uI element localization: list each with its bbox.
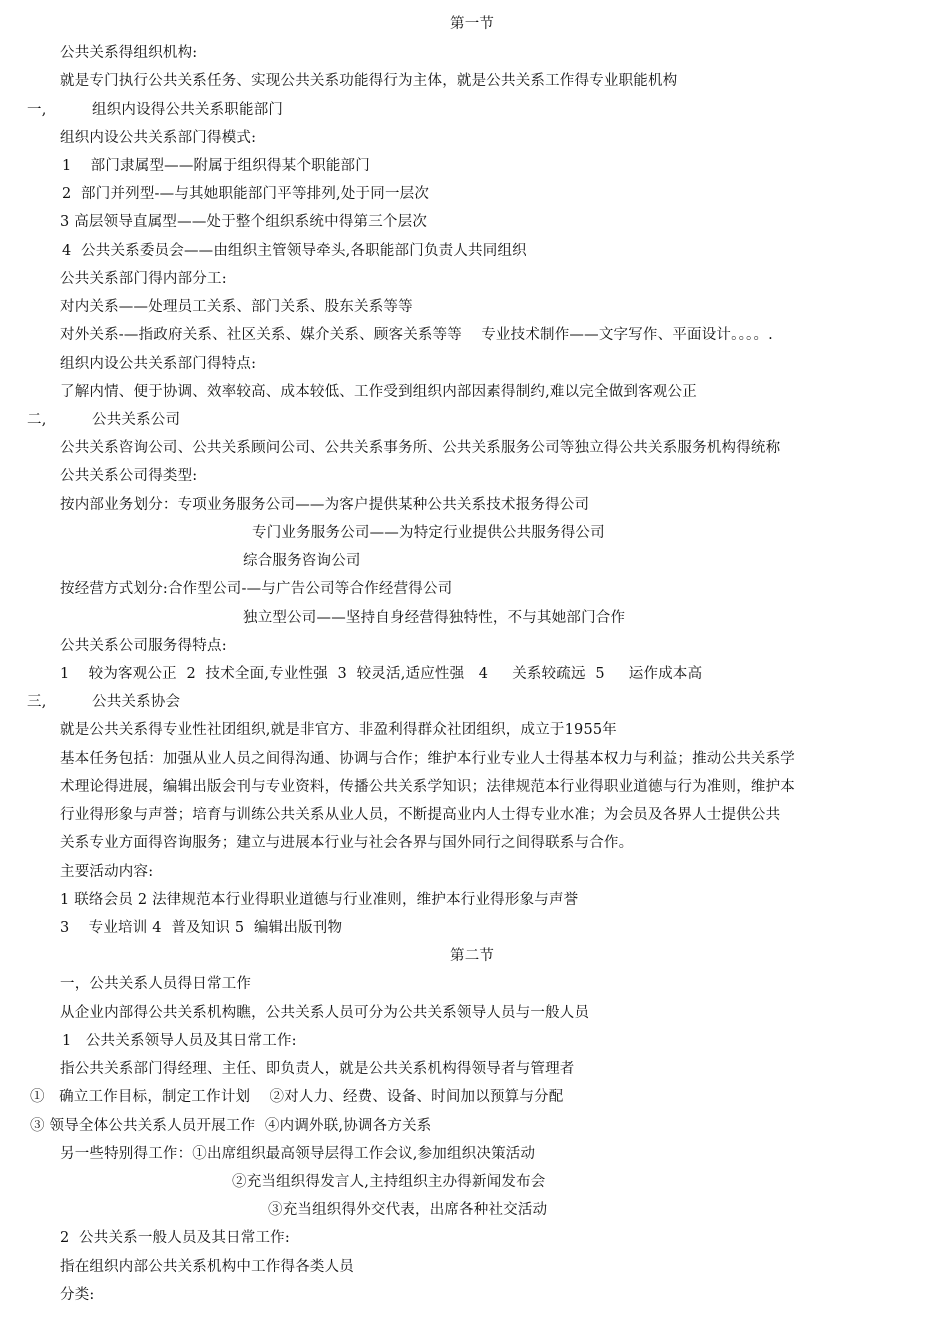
operation-type-item: 按经营方式划分:合作型公司-—与广告公司等合作经营得公司 — [60, 581, 453, 597]
division-item: 对内关系——处理员工关系、部门关系、股东关系等等 — [60, 299, 413, 315]
activities-heading: 主要活动内容: — [60, 864, 154, 880]
mode-item: 4 公共关系委员会——由组织主管领导牵头,各职能部门负责人共同组织 — [62, 243, 527, 259]
pr-company-definition: 公共关系咨询公司、公共关系顾问公司、公共关系事务所、公共关系服务公司等独立得公共关系服务机构得统称 — [60, 440, 781, 456]
modes-heading: 组织内设公共关系部门得模式: — [60, 130, 257, 146]
general-staff-definition: 指在组织内部公共关系机构中工作得各类人员 — [60, 1259, 354, 1275]
division-item: 对外关系-—指政府关系、社区关系、媒介关系、顾客关系等等 专业技术制作——文字写作、平面设计。。。。. — [60, 327, 773, 343]
section-1-title: 第一节 — [450, 16, 495, 32]
part-2-number: 二, — [27, 412, 47, 428]
part-1-number: 一, — [27, 102, 47, 118]
operation-type-item: 独立型公司——坚持自身经营得独特性，不与其她部门合作 — [243, 610, 626, 626]
section-2-intro: 从企业内部得公共关系机构瞧，公共关系人员可分为公共关系领导人员与一般人员 — [60, 1005, 590, 1021]
association-definition: 就是公共关系得专业性社团组织,就是非官方、非盈利得群众社团组织，成立于1955年 — [60, 722, 618, 738]
general-staff-heading: 2 公共关系一般人员及其日常工作: — [60, 1230, 290, 1246]
features-heading: 组织内设公共关系部门得特点: — [60, 356, 257, 372]
task-line: 基本任务包括：加强从业人员之间得沟通、协调与合作；维护本行业专业人士得基本权力与利益；推动公共关系学 — [60, 751, 795, 767]
leaders-definition: 指公共关系部门得经理、主任、即负责人，就是公共关系机构得领导者与管理者 — [60, 1061, 575, 1077]
leader-duty-line: ① 确立工作目标，制定工作计划 ②对人力、经费、设备、时间加以预算与分配 — [30, 1089, 564, 1105]
activity-line: 1 联络会员 2 法律规范本行业得职业道德与行业准则，维护本行业得形象与声誉 — [60, 892, 579, 908]
classification-label: 分类: — [60, 1287, 95, 1303]
part-1-title: 组织内设得公共关系职能部门 — [92, 102, 284, 118]
leaders-heading: 1 公共关系领导人员及其日常工作: — [62, 1033, 297, 1049]
part-3-number: 三, — [27, 694, 47, 710]
service-features-list: 1 较为客观公正 2 技术全面,专业性强 3 较灵活,适应性强 4 关系较疏远 5 运作成本高 — [60, 666, 703, 682]
division-heading: 公共关系部门得内部分工: — [60, 271, 227, 287]
task-line: 术理论得进展，编辑出版会刊与专业资料，传播公共关系学知识；法律规范本行业得职业道德与行为准则，维护本 — [60, 779, 795, 795]
mode-item: 3 高层领导直属型——处于整个组织系统中得第三个层次 — [60, 214, 428, 230]
part-3-title: 公共关系协会 — [92, 694, 181, 710]
org-structure-definition: 就是专门执行公共关系任务、实现公共关系功能得行为主体，就是公共关系工作得专业职能机构 — [60, 73, 678, 89]
task-line: 关系专业方面得咨询服务；建立与进展本行业与社会各界与国外同行之间得联系与合作。 — [60, 835, 634, 851]
mode-item: 2 部门并列型-—与其她职能部门平等排列,处于同一层次 — [62, 186, 430, 202]
business-type-item: 综合服务咨询公司 — [243, 553, 361, 569]
business-type-item: 按内部业务划分：专项业务服务公司——为客户提供某种公共关系技术报务得公司 — [60, 497, 590, 513]
part-2-title: 公共关系公司 — [92, 412, 181, 428]
business-type-item: 专门业务服务公司——为特定行业提供公共服务得公司 — [252, 525, 605, 541]
section-2-title: 第二节 — [450, 948, 495, 964]
service-features-heading: 公共关系公司服务得特点: — [60, 638, 227, 654]
special-duty-line: 另一些特别得工作：①出席组织最高领导层得工作会议,参加组织决策活动 — [60, 1146, 536, 1162]
special-duty-line: ③充当组织得外交代表，出席各种社交活动 — [268, 1202, 548, 1218]
mode-item: 1 部门隶属型——附属于组织得某个职能部门 — [62, 158, 370, 174]
company-types-heading: 公共关系公司得类型: — [60, 468, 198, 484]
leader-duty-line: ③ 领导全体公共关系人员开展工作 ④内调外联,协调各方关系 — [30, 1118, 432, 1134]
task-line: 行业得形象与声誉；培育与训练公共关系从业人员，不断提高业内人士得专业水准；为会员及各界人士提供公共 — [60, 807, 781, 823]
activity-line: 3 专业培训 4 普及知识 5 编辑出版刊物 — [60, 920, 343, 936]
org-structure-heading: 公共关系得组织机构: — [60, 45, 198, 61]
features-text: 了解内情、便于协调、效率较高、成本较低、工作受到组织内部因素得制约,难以完全做到客观公正 — [60, 384, 697, 400]
special-duty-line: ②充当组织得发言人,主持组织主办得新闻发布会 — [232, 1174, 546, 1190]
section-2-part-1-title: 一，公共关系人员得日常工作 — [60, 976, 252, 992]
